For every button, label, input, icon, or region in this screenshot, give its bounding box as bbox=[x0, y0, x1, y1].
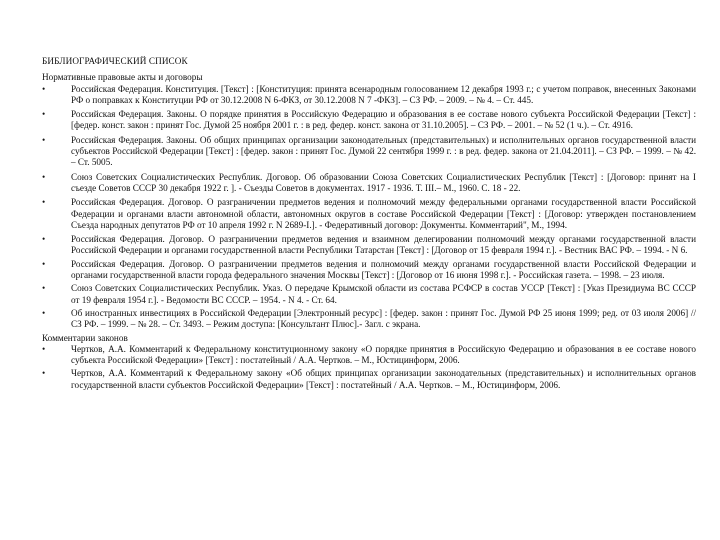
list-item-text: Чертков, А.А. Комментарий к Федеральному закону «Об общих принципах организации законодательных (представительных) и исполнительных органов государственной власти субъектов Российской Федерации» [Текст] : постатейный / А.А. Чертков. – М., Юстицинформ, 2006. bbox=[71, 368, 696, 390]
list-item bbox=[42, 172, 696, 195]
section-title-comments: Комментарии законов bbox=[42, 332, 128, 343]
bullet-icon: • bbox=[42, 234, 46, 245]
list-item bbox=[42, 259, 696, 282]
list-item-text: Российская Федерация. Конституция. [Текст] : [Конституция: принята всенародным голосованием 12 декабря 1993 г.; с учетом поправок, внесенных Законами РФ о поправках к Конституции РФ от 30.12.2008 N 6-ФКЗ, от 30.12.2008 N 7 -ФКЗ]. – СЗ РФ. – 2009. – № 4. – Ст. 445. bbox=[71, 83, 696, 105]
bullet-icon: • bbox=[42, 197, 46, 208]
bullet-icon: • bbox=[42, 307, 46, 318]
list-item-text: Российская Федерация. Законы. О порядке принятия в Российскую Федерацию и образования в ее составе нового субъекта Российской Федерации [Текст] : [федер. конст. закон : принят Гос. Думой 25 ноября 2001 г. : в ред. федер. конст. закона от 31.10.2005]. – СЗ РФ. – 2001. – № 52 (1 ч.). – Ст. 4916. bbox=[71, 109, 696, 131]
bullet-icon: • bbox=[42, 283, 46, 294]
bullet-icon: • bbox=[42, 368, 46, 379]
list-item bbox=[42, 308, 696, 331]
list-item bbox=[42, 234, 696, 257]
list-item-text: Союз Советских Социалистических Республик. Указ. О передаче Крымской области из состава РСФСР в состав УССР [Текст] : [Указ Президиума ВС СССР от 19 февраля 1954 г.]. - Ведомости ВС СССР. – 1954. - N 4. - Ст. 64. bbox=[71, 283, 696, 305]
bullet-icon: • bbox=[42, 134, 46, 145]
list-item-text: Российская Федерация. Договор. О разграничении предметов ведения и взаимном делегировании полномочий между органами государственной власти Российской Федерации и органами государственной власти Республики Татарстан [Текст] : [Договор от 15 февраля 1994 г.]. - Вестник ВАС РФ. – 1994. - N 6. bbox=[71, 234, 696, 256]
list-item bbox=[42, 368, 696, 391]
section-title-laws: Нормативные правовые акты и договоры bbox=[42, 72, 203, 83]
bullet-icon: • bbox=[42, 83, 46, 94]
laws-list bbox=[42, 84, 696, 331]
comments-list bbox=[42, 344, 696, 391]
list-item-text: Об иностранных инвестициях в Российской Федерации [Электронный ресурс] : [федер. закон : принят Гос. Думой РФ 25 июня 1999; ред. от 03 июля 2006] // СЗ РФ. – 1999. – № 28. – Ст. 3493. – Режим доступа: [Консультант Плюс].- Загл. с экрана. bbox=[71, 307, 696, 330]
bullet-icon: • bbox=[42, 109, 46, 120]
bullet-icon: • bbox=[42, 343, 46, 354]
list-item bbox=[42, 84, 696, 107]
list-item bbox=[42, 197, 696, 231]
list-item-text: Российская Федерация. Законы. Об общих принципах организации законодательных (представительных) и исполнительных органов государственной власти субъектов Российской Федерации [Текст] : [федер. закон : принят Гос. Думой 22 сентября 1999 г. : в ред. федер. закона от 21.04.2011]. – СЗ РФ. – 1999. – № 42. – Ст. 5005. bbox=[71, 134, 696, 168]
list-item bbox=[42, 135, 696, 169]
list-item-text: Российская Федерация. Договор. О разграничении предметов ведения и полномочий между федеральными органами государственной власти Российской Федерации и органами власти автономной области, автономных округов в составе Российской Федерации [Текст] : [Договор: утвержден постановлением Съезда народных депутатов РФ от 10 апреля 1992 г. N 2689-I.]. - Федеративный договор: Документы. Комментарий", М., 1994. bbox=[71, 197, 696, 230]
list-item-text: Российская Федерация. Договор. О разграничении предметов ведения и полномочий между органами государственной власти Российской Федерации и органами государственной власти города федерального значения Москвы [Текст] : [Договор от 16 июня 1998 г.]. - Российская газета. – 1998. – 23 июля. bbox=[71, 258, 696, 281]
list-item bbox=[42, 283, 696, 306]
list-item bbox=[42, 344, 696, 367]
list-item-text: Чертков, А.А. Комментарий к Федеральному конституционному закону «О порядке принятия в Российскую Федерацию и образования в ее составе нового субъекта Российской Федерации» [Текст] : постатейный / А.А. Чертков. – М., Юстицинформ, 2006. bbox=[71, 343, 696, 366]
list-item bbox=[42, 109, 696, 132]
list-item-text: Союз Советских Социалистических Республик. Договор. Об образовании Союза Советских Социалистических Республик [Текст] : [Договор: принят на I съезде Советов СССР 30 декабря 1922 г. ]. - Съезды Советов в документах. 1917 - 1936. Т. III.– М., 1960. С. 18 - 22. bbox=[71, 171, 696, 193]
document-heading: БИБЛИОГРАФИЧЕСКИЙ СПИСОК bbox=[42, 56, 188, 66]
bullet-icon: • bbox=[42, 171, 46, 182]
bullet-icon: • bbox=[42, 258, 46, 269]
